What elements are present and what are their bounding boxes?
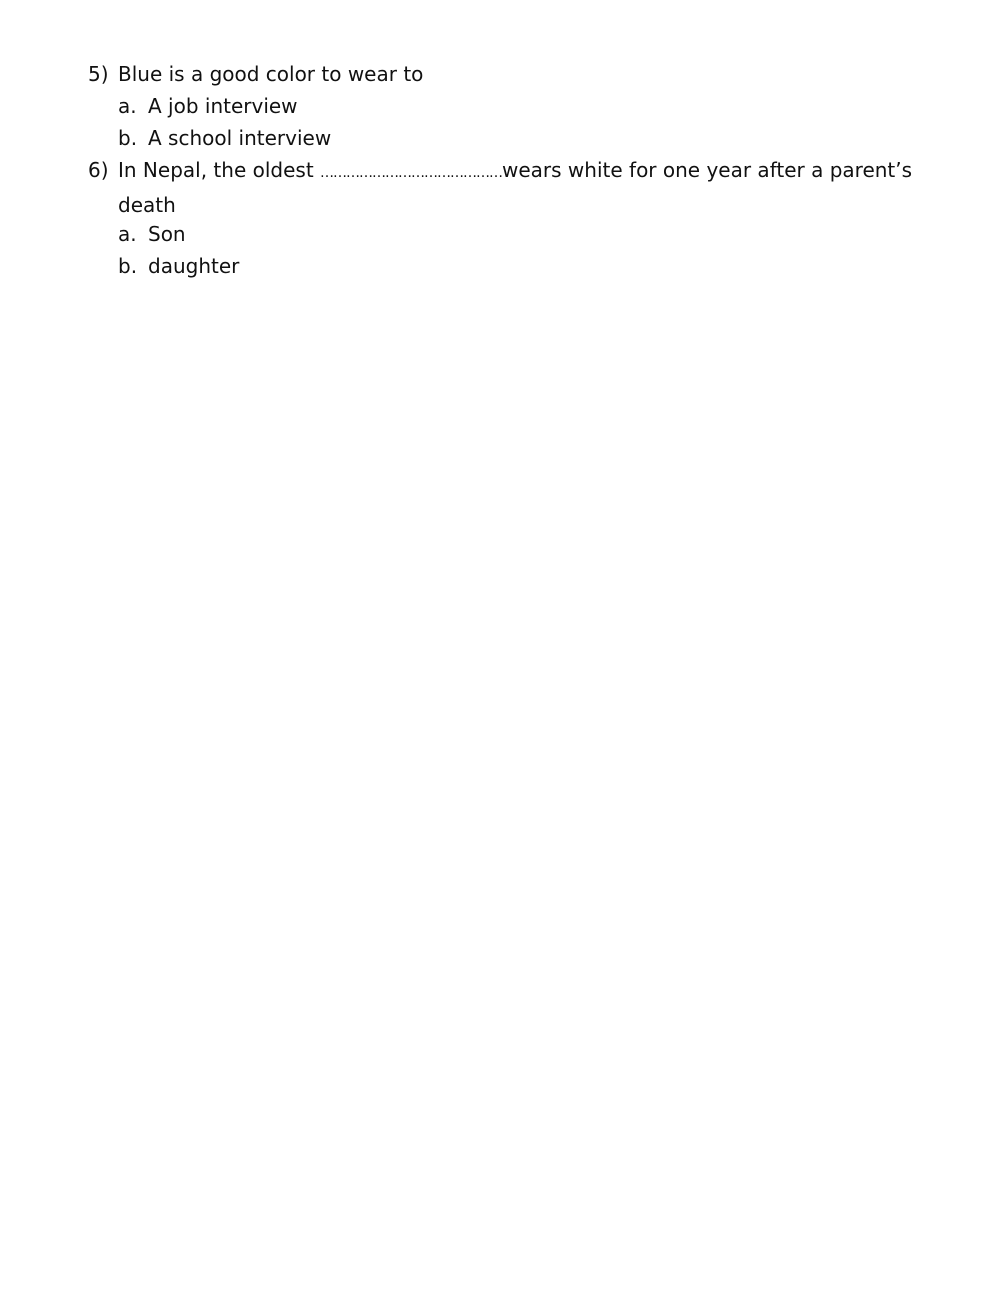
question-5-option-a[interactable] xyxy=(118,90,298,122)
option-text: daughter xyxy=(148,254,240,278)
option-letter: b. xyxy=(118,254,138,278)
question-number: 5) xyxy=(88,62,109,86)
option-text: A job interview xyxy=(148,94,298,118)
answer-blank[interactable]: …………………………………… xyxy=(320,165,503,181)
question-text: Blue is a good color to wear to xyxy=(118,62,424,86)
option-letter: a. xyxy=(118,94,137,118)
option-text: Son xyxy=(148,222,186,246)
question-6-option-b[interactable] xyxy=(118,250,239,282)
question-5 xyxy=(88,58,958,90)
option-letter: b. xyxy=(118,126,138,150)
question-6-option-a[interactable] xyxy=(118,218,186,250)
option-text: A school interview xyxy=(148,126,332,150)
option-letter: a. xyxy=(118,222,137,246)
question-6 xyxy=(88,154,958,221)
question-text-before: In Nepal, the oldest xyxy=(118,158,321,182)
question-number: 6) xyxy=(88,158,109,182)
question-text-after: wears white for one year after a parent’s death xyxy=(118,158,913,217)
question-5-option-b[interactable] xyxy=(118,122,331,154)
question-text xyxy=(118,154,958,221)
